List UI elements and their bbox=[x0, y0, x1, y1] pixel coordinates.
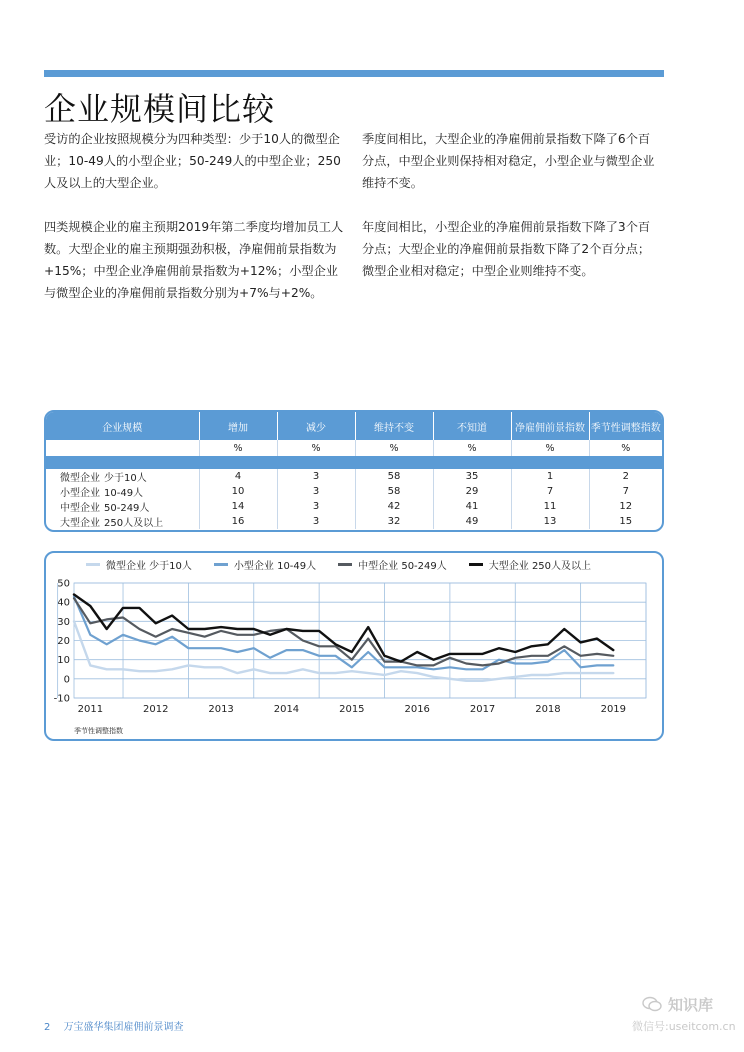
value-cell: 15 bbox=[619, 516, 633, 527]
company-size: 250人及以上 bbox=[104, 518, 164, 529]
value-cell: 58 bbox=[355, 469, 433, 484]
legend-label: 中型企业 50-249人 bbox=[358, 561, 447, 572]
left-text-column bbox=[44, 128, 344, 326]
size-cell bbox=[46, 499, 199, 514]
company-type: 微型企业 bbox=[60, 473, 100, 484]
x-tick-label: 2018 bbox=[535, 704, 561, 715]
legend-label: 小型企业 10-49人 bbox=[233, 561, 317, 572]
outlook-trend-chart bbox=[44, 551, 664, 741]
series-line bbox=[74, 598, 613, 665]
value-cell: 11 bbox=[511, 499, 589, 514]
table-header: 季节性调整指数 bbox=[589, 412, 662, 440]
unit-cell: % bbox=[277, 440, 355, 456]
x-tick-label: 2019 bbox=[600, 704, 627, 715]
table-row bbox=[46, 499, 662, 514]
top-accent-bar bbox=[44, 70, 664, 77]
table-header: 净雇佣前景指数 bbox=[511, 412, 589, 440]
page-title: 企业规模间比较 bbox=[44, 90, 276, 128]
value-cell: 2 bbox=[622, 471, 629, 482]
legend-label: 大型企业 250人及以上 bbox=[488, 561, 592, 572]
value-cell: 29 bbox=[433, 484, 511, 499]
table-row bbox=[46, 484, 662, 499]
value-cell: 41 bbox=[433, 499, 511, 514]
legend-label: 微型企业 少于10人 bbox=[106, 561, 192, 572]
y-tick-label: 50 bbox=[57, 578, 70, 590]
company-size: 50-249人 bbox=[104, 503, 150, 514]
size-cell bbox=[46, 514, 199, 529]
value-cell: 3 bbox=[277, 469, 355, 484]
series-line bbox=[74, 595, 613, 662]
table-header: 企业规模 bbox=[46, 412, 199, 440]
company-size: 10-49人 bbox=[104, 488, 144, 499]
x-tick-label: 2014 bbox=[273, 704, 300, 715]
chart-note: 季节性调整指数 bbox=[74, 727, 123, 735]
value-cell: 3 bbox=[277, 484, 355, 499]
table-divider-band bbox=[46, 456, 662, 469]
x-tick-label: 2016 bbox=[404, 704, 430, 715]
report-title: 万宝盛华集团雇佣前景调查 bbox=[63, 1022, 184, 1033]
x-tick-label: 2017 bbox=[469, 704, 496, 715]
y-tick-label: 20 bbox=[57, 636, 70, 647]
series-line bbox=[74, 621, 613, 681]
y-tick-label: 0 bbox=[63, 674, 70, 686]
unit-cell: % bbox=[355, 440, 433, 456]
value-cell: 14 bbox=[199, 499, 277, 514]
value-cell: 3 bbox=[277, 499, 355, 514]
y-tick-label: 30 bbox=[57, 616, 70, 628]
value-cell: 4 bbox=[199, 469, 277, 484]
right-text-column bbox=[362, 128, 662, 304]
paragraph: 受访的企业按照规模分为四种类型：少于10人的微型企业；10-49人的小型企业；50-249人的中型企业；250人及以上的大型企业。 bbox=[44, 132, 341, 190]
y-tick-label: 40 bbox=[57, 597, 70, 609]
table-row bbox=[46, 514, 662, 529]
table-header-row bbox=[46, 412, 662, 440]
x-tick-label: 2015 bbox=[339, 704, 365, 715]
table-header: 不知道 bbox=[433, 412, 511, 440]
x-tick-label: 2013 bbox=[208, 704, 234, 715]
size-comparison-table bbox=[44, 410, 664, 532]
watermark-site: 微信号:useitcom.cn bbox=[632, 1020, 736, 1033]
unit-cell: % bbox=[511, 440, 589, 456]
table-header: 增加 bbox=[199, 412, 277, 440]
size-cell bbox=[46, 484, 199, 499]
paragraph: 年度间相比，小型企业的净雇佣前景指数下降了3个百分点；大型企业的净雇佣前景指数下降了2个百分点；微型企业相对稳定；中型企业则维持不变。 bbox=[362, 220, 651, 278]
company-size: 少于10人 bbox=[104, 473, 147, 484]
value-cell: 58 bbox=[355, 484, 433, 499]
y-tick-label: -10 bbox=[53, 693, 70, 705]
value-cell: 32 bbox=[355, 514, 433, 529]
value-cell: 35 bbox=[433, 469, 511, 484]
watermark-name: 知识库 bbox=[668, 996, 714, 1014]
table-row bbox=[46, 469, 662, 484]
table-units-row bbox=[46, 440, 662, 456]
value-cell: 1 bbox=[511, 469, 589, 484]
value-cell: 10 bbox=[199, 484, 277, 499]
unit-cell: % bbox=[621, 442, 631, 454]
company-type: 小型企业 bbox=[60, 488, 100, 499]
value-cell: 7 bbox=[511, 484, 589, 499]
page-footer bbox=[44, 1018, 184, 1033]
value-cell: 13 bbox=[511, 514, 589, 529]
chat-bubble-icon bbox=[642, 996, 662, 1012]
paragraph: 季度间相比，大型企业的净雇佣前景指数下降了6个百分点，中型企业则保持相对稳定，小型企业与微型企业维持不变。 bbox=[362, 132, 655, 190]
size-cell bbox=[46, 469, 199, 484]
value-cell: 7 bbox=[622, 486, 629, 497]
unit-cell: % bbox=[199, 440, 277, 456]
value-cell: 49 bbox=[433, 514, 511, 529]
x-tick-label: 2012 bbox=[142, 704, 169, 715]
table-header: 维持不变 bbox=[355, 412, 433, 440]
chart-plot bbox=[46, 553, 662, 739]
watermark bbox=[632, 994, 740, 1038]
value-cell: 16 bbox=[199, 514, 277, 529]
series-line bbox=[74, 596, 613, 669]
company-type: 中型企业 bbox=[60, 503, 100, 514]
unit-cell bbox=[46, 440, 199, 456]
x-tick-label: 2011 bbox=[77, 704, 104, 715]
value-cell: 42 bbox=[355, 499, 433, 514]
page-number: 2 bbox=[44, 1022, 51, 1033]
y-tick-label: 10 bbox=[57, 655, 70, 667]
table-header: 减少 bbox=[277, 412, 355, 440]
company-type: 大型企业 bbox=[60, 518, 100, 529]
value-cell: 12 bbox=[619, 501, 633, 512]
value-cell: 3 bbox=[277, 514, 355, 529]
unit-cell: % bbox=[433, 440, 511, 456]
paragraph: 四类规模企业的雇主预期2019年第二季度均增加员工人数。大型企业的雇主预期强劲积极，净雇佣前景指数为+15%；中型企业净雇佣前景指数为+12%；小型企业与微型企业的净雇佣前景指数分别为+7%与+2%。 bbox=[44, 220, 344, 300]
